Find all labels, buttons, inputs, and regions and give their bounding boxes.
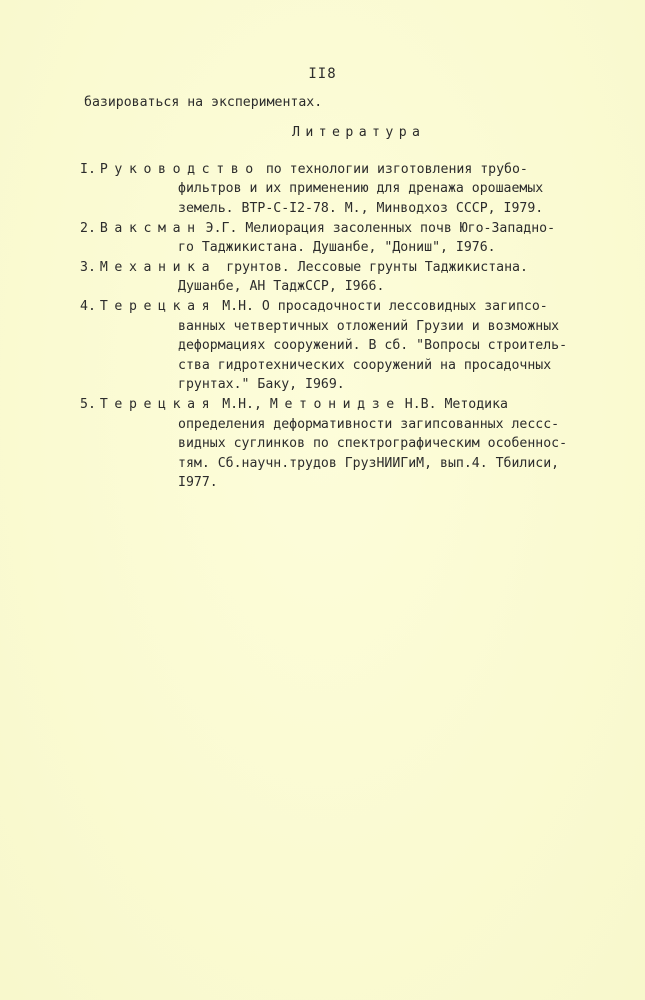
reference-number: 3. bbox=[80, 260, 96, 275]
reference-text-line: I977. bbox=[178, 475, 218, 490]
reference-text-line: земель. ВТР-С-I2-78. М., Минводхоз СССР, I979. bbox=[178, 201, 544, 216]
reference-author-2: Метонидзе bbox=[269, 397, 401, 412]
reference-number: I. bbox=[80, 162, 96, 177]
reference-number: 5. bbox=[80, 397, 96, 412]
reference-text-line: Э.Г. Мелиорация засоленных почв Юго-Западно- bbox=[205, 221, 556, 236]
reference-author: Терецкая bbox=[99, 299, 217, 314]
reference-text-line: фильтров и их применению для дренажа орошаемых bbox=[178, 181, 544, 196]
reference-text-line: тям. Сб.научн.трудов ГрузНИИГиМ, вып.4. Тбилиси, bbox=[178, 456, 560, 471]
page-number: II8 bbox=[308, 66, 337, 82]
reference-text-line: М.Н. О просадочности лессовидных загипсо- bbox=[222, 299, 548, 314]
reference-number: 4. bbox=[80, 299, 96, 314]
reference-number: 2. bbox=[80, 221, 96, 236]
intro-line: базироваться на экспериментах. bbox=[84, 95, 323, 110]
reference-author: Руководство bbox=[99, 162, 260, 177]
reference-text-line: Н.В. Методика bbox=[404, 397, 508, 412]
reference-text-line: определения деформативности загипсованных лессс- bbox=[178, 417, 560, 432]
reference-text-line: М.Н., bbox=[222, 397, 262, 412]
reference-text-line: видных суглинков по спектрографическим особеннос- bbox=[178, 436, 568, 451]
reference-text-line: го Таджикистана. Душанбе, "Дониш", I976. bbox=[178, 240, 496, 255]
reference-author: Терецкая bbox=[99, 397, 217, 412]
reference-text-line: грунтов. Лессовые грунты Таджикистана. bbox=[226, 260, 528, 275]
reference-text-line: ства гидротехнических сооружений на просадочных bbox=[178, 358, 552, 373]
reference-text-line: по технологии изготовления трубо- bbox=[265, 162, 528, 177]
reference-author: Механика bbox=[99, 260, 217, 275]
reference-text-line: деформациях сооружений. В сб. "Вопросы строитель- bbox=[178, 338, 568, 353]
reference-author: Ваксман bbox=[99, 221, 202, 236]
references-heading: Литература bbox=[292, 125, 426, 140]
reference-text-line: грунтах." Баку, I969. bbox=[178, 377, 345, 392]
reference-text-line: Душанбе, АН ТаджССР, I966. bbox=[178, 279, 385, 294]
reference-text-line: ванных четвертичных отложений Грузии и возможных bbox=[178, 319, 560, 334]
